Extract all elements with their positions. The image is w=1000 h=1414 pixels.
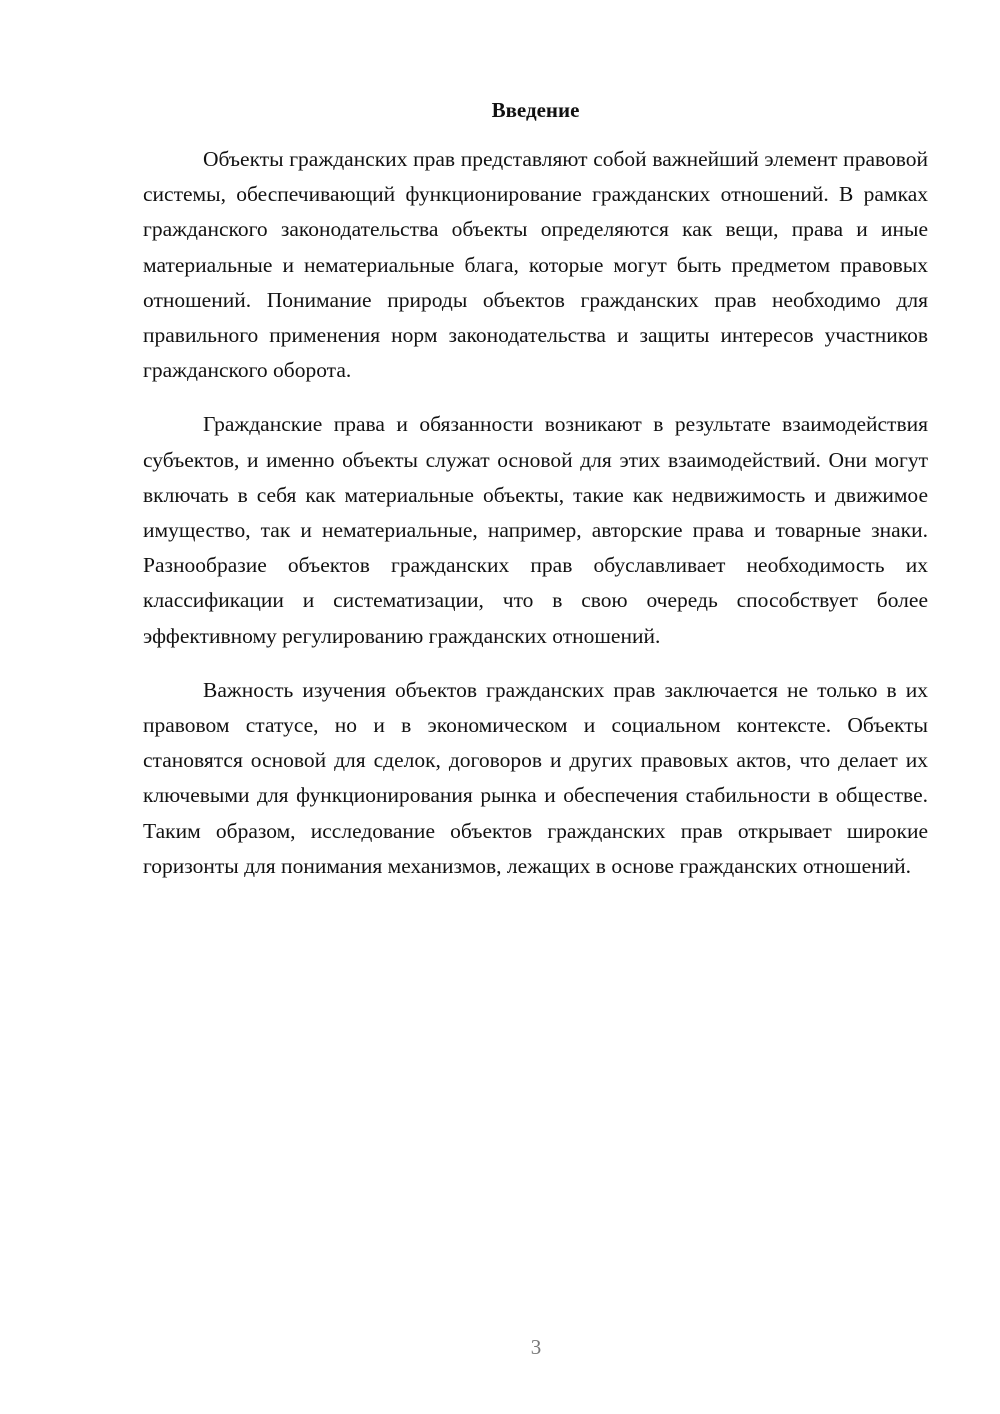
paragraph-1: Объекты гражданских прав представляют собой важнейший элемент правовой системы, обеспечивающий функционирование гражданских отношений. В рамках гражданского законодательства объекты определяются как вещи, права и иные материальные и нематериальные блага, которые могут быть предметом правовых отношений. Понимание природы объектов гражданских прав необходимо для правильного применения норм законодательства и защиты интересов участников гражданского оборота. [143,147,928,383]
paragraph-3: Важность изучения объектов гражданских прав заключается не только в их правовом статусе, но и в экономическом и социальном контексте. Объекты становятся основой для сделок, договоров и других правовых актов, что делает их ключевыми для функционирования рынка и обеспечения стабильности в обществе. Таким образом, исследование объектов гражданских прав открывает широкие горизонты для понимания механизмов, лежащих в основе гражданских отношений. [143,677,928,878]
paragraph-2: Гражданские права и обязанности возникают в результате взаимодействия субъектов, и именно объекты служат основой для этих взаимодействий. Они могут включать в себя как материальные объекты, такие как недвижимость и движимое имущество, так и нематериальные, например, авторские права и товарные знаки. Разнообразие объектов гражданских прав обуславливает необходимость их классификации и систематизации, что в свою очередь способствует более эффективному регулированию гражданских отношений. [143,412,928,648]
page-number: 3 [530,1335,542,1359]
section-heading: Введение [491,98,580,122]
document-body [143,92,928,903]
